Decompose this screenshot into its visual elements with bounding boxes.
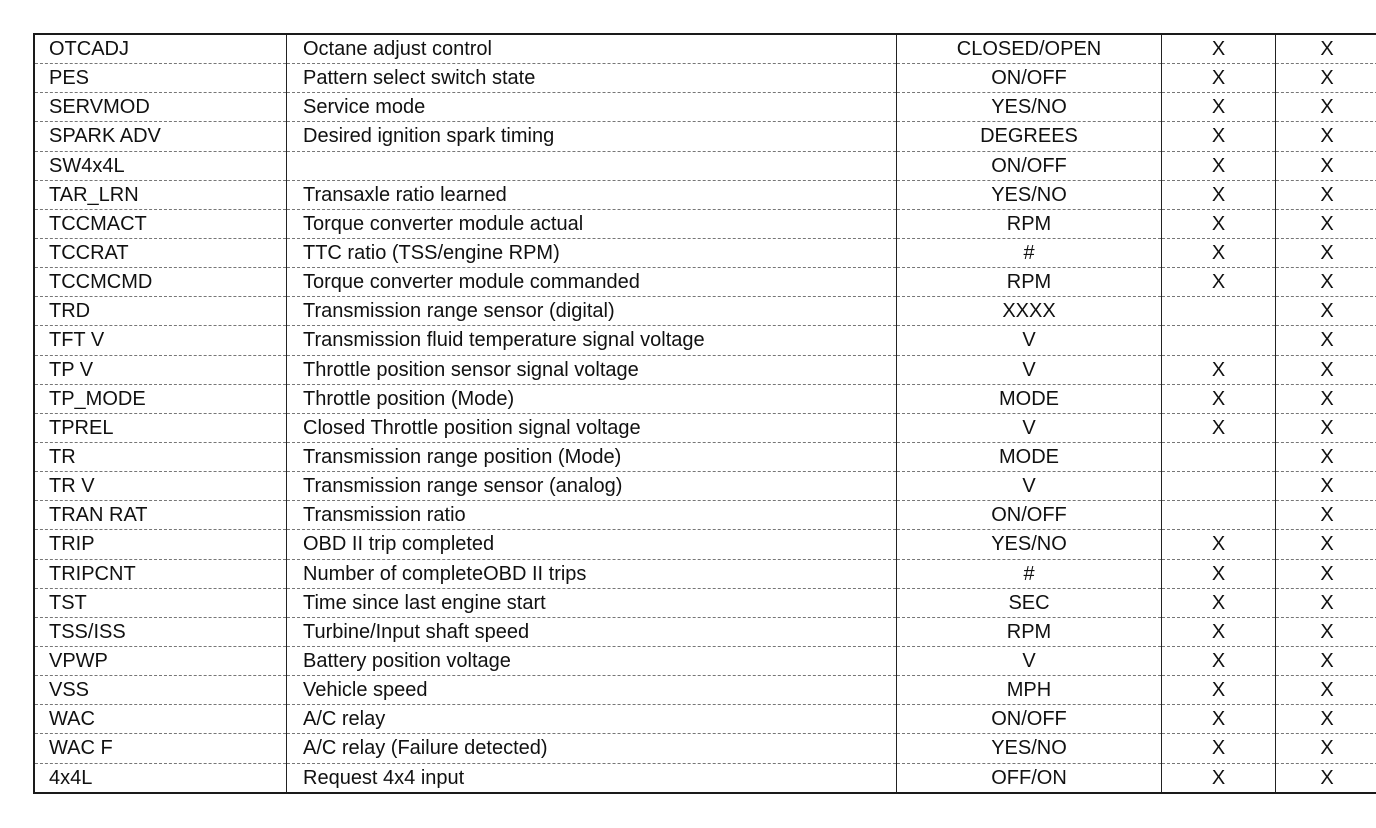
description-cell: Battery position voltage	[287, 646, 897, 675]
mark-cell-2: X	[1276, 734, 1376, 763]
description-cell: Transaxle ratio learned	[287, 180, 897, 209]
table-row	[34, 180, 1376, 209]
mark-cell-1: X	[1162, 384, 1276, 413]
mark-cell-2: X	[1276, 588, 1376, 617]
units-cell: YES/NO	[897, 530, 1162, 559]
pid-cell: TST	[34, 588, 287, 617]
mark-cell-1	[1162, 297, 1276, 326]
mark-cell-2: X	[1276, 705, 1376, 734]
mark-cell-2: X	[1276, 268, 1376, 297]
mark-cell-1: X	[1162, 734, 1276, 763]
mark-cell-1: X	[1162, 617, 1276, 646]
mark-cell-2: X	[1276, 355, 1376, 384]
table-row	[34, 64, 1376, 93]
pid-cell: WAC F	[34, 734, 287, 763]
units-cell: #	[897, 238, 1162, 267]
description-cell: OBD II trip completed	[287, 530, 897, 559]
description-cell: Request 4x4 input	[287, 763, 897, 793]
mark-cell-2: X	[1276, 530, 1376, 559]
description-cell: Number of completeOBD II trips	[287, 559, 897, 588]
pid-cell: TR V	[34, 472, 287, 501]
units-cell: OFF/ON	[897, 763, 1162, 793]
mark-cell-1	[1162, 501, 1276, 530]
mark-cell-2: X	[1276, 384, 1376, 413]
units-cell: ON/OFF	[897, 151, 1162, 180]
units-cell: #	[897, 559, 1162, 588]
mark-cell-1: X	[1162, 151, 1276, 180]
mark-cell-2: X	[1276, 472, 1376, 501]
description-cell: Transmission ratio	[287, 501, 897, 530]
description-cell: Pattern select switch state	[287, 64, 897, 93]
table-row	[34, 617, 1376, 646]
mark-cell-1	[1162, 326, 1276, 355]
units-cell: V	[897, 472, 1162, 501]
table-row	[34, 209, 1376, 238]
pid-cell: TP V	[34, 355, 287, 384]
table-row	[34, 34, 1376, 64]
units-cell: ON/OFF	[897, 705, 1162, 734]
pid-cell: TRD	[34, 297, 287, 326]
units-cell: YES/NO	[897, 180, 1162, 209]
mark-cell-2: X	[1276, 763, 1376, 793]
mark-cell-1	[1162, 472, 1276, 501]
description-cell: Vehicle speed	[287, 676, 897, 705]
description-cell: Throttle position (Mode)	[287, 384, 897, 413]
table-row	[34, 559, 1376, 588]
description-cell: Transmission range sensor (digital)	[287, 297, 897, 326]
mark-cell-1: X	[1162, 676, 1276, 705]
mark-cell-2: X	[1276, 676, 1376, 705]
table-row	[34, 676, 1376, 705]
pid-cell: TCCMCMD	[34, 268, 287, 297]
pid-cell: TP_MODE	[34, 384, 287, 413]
pid-cell: OTCADJ	[34, 34, 287, 64]
pid-cell: WAC	[34, 705, 287, 734]
pid-cell: SW4x4L	[34, 151, 287, 180]
mark-cell-2: X	[1276, 34, 1376, 64]
pid-cell: TPREL	[34, 413, 287, 442]
description-cell: Service mode	[287, 93, 897, 122]
pid-cell: SERVMOD	[34, 93, 287, 122]
table-row	[34, 355, 1376, 384]
description-cell: Octane adjust control	[287, 34, 897, 64]
description-cell: Throttle position sensor signal voltage	[287, 355, 897, 384]
description-cell: Torque converter module commanded	[287, 268, 897, 297]
mark-cell-1: X	[1162, 122, 1276, 151]
units-cell: ON/OFF	[897, 501, 1162, 530]
table-row	[34, 705, 1376, 734]
pid-cell: PES	[34, 64, 287, 93]
table-row	[34, 93, 1376, 122]
mark-cell-1: X	[1162, 238, 1276, 267]
description-cell: A/C relay (Failure detected)	[287, 734, 897, 763]
units-cell: RPM	[897, 268, 1162, 297]
pid-cell: TAR_LRN	[34, 180, 287, 209]
mark-cell-1: X	[1162, 588, 1276, 617]
units-cell: V	[897, 646, 1162, 675]
mark-cell-1: X	[1162, 209, 1276, 238]
mark-cell-1: X	[1162, 355, 1276, 384]
description-cell	[287, 151, 897, 180]
table-row	[34, 151, 1376, 180]
table-row	[34, 646, 1376, 675]
mark-cell-1: X	[1162, 413, 1276, 442]
mark-cell-1: X	[1162, 64, 1276, 93]
units-cell: MODE	[897, 442, 1162, 471]
pid-table	[33, 33, 1376, 794]
description-cell: Turbine/Input shaft speed	[287, 617, 897, 646]
units-cell: YES/NO	[897, 734, 1162, 763]
table-row	[34, 326, 1376, 355]
mark-cell-2: X	[1276, 413, 1376, 442]
units-cell: YES/NO	[897, 93, 1162, 122]
mark-cell-2: X	[1276, 617, 1376, 646]
mark-cell-1: X	[1162, 268, 1276, 297]
table-row	[34, 413, 1376, 442]
units-cell: ON/OFF	[897, 64, 1162, 93]
pid-cell: SPARK ADV	[34, 122, 287, 151]
table-row	[34, 384, 1376, 413]
description-cell: Time since last engine start	[287, 588, 897, 617]
mark-cell-1: X	[1162, 180, 1276, 209]
units-cell: V	[897, 355, 1162, 384]
table-row	[34, 763, 1376, 793]
description-cell: Transmission range position (Mode)	[287, 442, 897, 471]
mark-cell-2: X	[1276, 559, 1376, 588]
table-row	[34, 734, 1376, 763]
mark-cell-1: X	[1162, 34, 1276, 64]
mark-cell-1: X	[1162, 646, 1276, 675]
description-cell: A/C relay	[287, 705, 897, 734]
mark-cell-2: X	[1276, 64, 1376, 93]
pid-cell: TCCMACT	[34, 209, 287, 238]
pid-cell: TRIP	[34, 530, 287, 559]
pid-cell: TRAN RAT	[34, 501, 287, 530]
mark-cell-2: X	[1276, 93, 1376, 122]
mark-cell-2: X	[1276, 326, 1376, 355]
description-cell: TTC ratio (TSS/engine RPM)	[287, 238, 897, 267]
mark-cell-2: X	[1276, 442, 1376, 471]
description-cell: Transmission fluid temperature signal voltage	[287, 326, 897, 355]
mark-cell-2: X	[1276, 151, 1376, 180]
mark-cell-2: X	[1276, 297, 1376, 326]
mark-cell-1: X	[1162, 705, 1276, 734]
table-row	[34, 268, 1376, 297]
pid-cell: TSS/ISS	[34, 617, 287, 646]
units-cell: MPH	[897, 676, 1162, 705]
table-row	[34, 501, 1376, 530]
units-cell: XXXX	[897, 297, 1162, 326]
units-cell: DEGREES	[897, 122, 1162, 151]
mark-cell-2: X	[1276, 122, 1376, 151]
mark-cell-2: X	[1276, 501, 1376, 530]
description-cell: Transmission range sensor (analog)	[287, 472, 897, 501]
units-cell: RPM	[897, 209, 1162, 238]
description-cell: Torque converter module actual	[287, 209, 897, 238]
mark-cell-1	[1162, 442, 1276, 471]
mark-cell-2: X	[1276, 180, 1376, 209]
pid-cell: TCCRAT	[34, 238, 287, 267]
units-cell: RPM	[897, 617, 1162, 646]
description-cell: Closed Throttle position signal voltage	[287, 413, 897, 442]
pid-cell: VPWP	[34, 646, 287, 675]
table-row	[34, 530, 1376, 559]
table-row	[34, 238, 1376, 267]
table-row	[34, 122, 1376, 151]
description-cell: Desired ignition spark timing	[287, 122, 897, 151]
pid-cell: VSS	[34, 676, 287, 705]
mark-cell-1: X	[1162, 559, 1276, 588]
mark-cell-2: X	[1276, 646, 1376, 675]
mark-cell-2: X	[1276, 209, 1376, 238]
pid-table-body	[34, 34, 1376, 793]
table-row	[34, 297, 1376, 326]
table-row	[34, 472, 1376, 501]
pid-cell: 4x4L	[34, 763, 287, 793]
mark-cell-1: X	[1162, 93, 1276, 122]
pid-cell: TFT V	[34, 326, 287, 355]
units-cell: V	[897, 413, 1162, 442]
mark-cell-1: X	[1162, 530, 1276, 559]
mark-cell-1: X	[1162, 763, 1276, 793]
units-cell: CLOSED/OPEN	[897, 34, 1162, 64]
table-row	[34, 588, 1376, 617]
units-cell: MODE	[897, 384, 1162, 413]
pid-cell: TR	[34, 442, 287, 471]
pid-cell: TRIPCNT	[34, 559, 287, 588]
units-cell: V	[897, 326, 1162, 355]
units-cell: SEC	[897, 588, 1162, 617]
table-row	[34, 442, 1376, 471]
mark-cell-2: X	[1276, 238, 1376, 267]
